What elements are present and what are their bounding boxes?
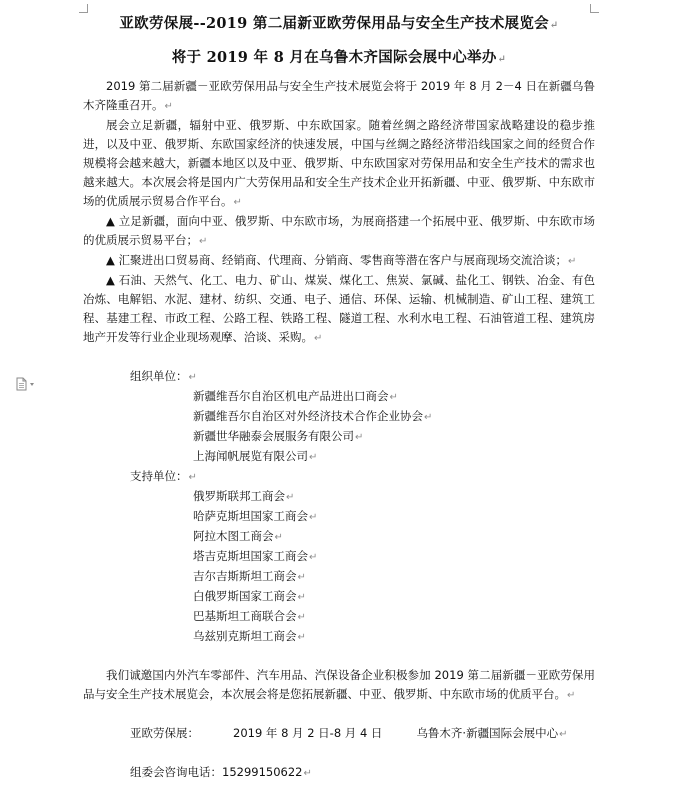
bullet-paragraph: ▲ 石油、天然气、化工、电力、矿山、煤炭、煤化工、焦炭、氯碱、盐化工、钢铁、冶金、有色冶炼、电解铝、水泥、建材、纺织、交通、电子、通信、环保、运输、机械制造、矿山工程、建筑工程、基建工程、市政工程、公路工程、铁路工程、隧道工程、水利水电工程、石油管道工程、建筑房地产开发等行业企业现场观摩、洽谈、采购。↵	[83, 273, 595, 344]
background-paragraph: 展会立足新疆，辐射中亚、俄罗斯、中东欧国家。随着丝绸之路经济带国家战略建设的稳步推进，以及中亚、俄罗斯、东欧国家经济的快速发展，中国与丝绸之路经济带沿线国家之间的经贸合作规模将会越来越大，新疆本地区以及中亚、俄罗斯、中东欧国家对劳保用品和安全生产技术的需求也越来越大。本次展会将是国内广大劳保用品和安全生产技术企业开拓新疆、中亚、俄罗斯、中东欧市场的优质展示贸易合作平台。↵	[83, 118, 595, 208]
supporter-item: 阿拉木图工商会↵	[193, 529, 283, 543]
empty-paragraph	[83, 744, 595, 763]
supporter-item: 吉尔吉斯斯坦工商会↵	[193, 569, 306, 583]
organizer-item: 上海闻帆展览有限公司↵	[193, 449, 318, 463]
invitation-paragraph: 我们诚邀国内外汽车零部件、汽车用品、汽保设备企业积极参加 2019 第二届新疆－亚欧劳保用品与安全生产技术展览会，本次展会将是您拓展新疆、中亚、俄罗斯、中东欧市场的优质平台。↵	[83, 668, 595, 701]
intro-paragraph: 2019 第二届新疆－亚欧劳保用品与安全生产技术展览会将于 2019 年 8 月 2－4 日在新疆乌鲁木齐隆重召开。↵	[83, 79, 595, 112]
supporter-item: 乌兹别克斯坦工商会↵	[193, 629, 306, 643]
empty-paragraph	[83, 647, 595, 666]
supporter-item: 塔吉克斯坦国家工商会↵	[193, 549, 318, 563]
document-title-line2: 将于 2019 年 8 月在乌鲁木齐国际会展中心举办↵	[171, 49, 507, 66]
document-page[interactable]	[83, 8, 595, 783]
document-style-icon[interactable]	[15, 377, 39, 391]
bullet-paragraph: ▲ 立足新疆，面向中亚、俄罗斯、中东欧市场，为展商搭建一个拓展中亚、俄罗斯、中东欧市场的优质展示贸易平台；↵	[83, 214, 595, 247]
organizer-item: 新疆维吾尔自治区对外经济技术合作企业协会↵	[193, 409, 433, 423]
organizers-label: 组织单位：↵	[130, 369, 197, 383]
supporters-label: 支持单位：↵	[130, 469, 197, 483]
bullet-paragraph: ▲ 汇聚进出口贸易商、经销商、代理商、分销商、零售商等潜在客户与展商现场交流洽谈；↵	[106, 253, 577, 267]
supporter-item: 哈萨克斯坦国家工商会↵	[193, 509, 318, 523]
empty-paragraph	[83, 348, 595, 367]
empty-paragraph	[83, 705, 595, 724]
organizer-item: 新疆维吾尔自治区机电产品进出口商会↵	[193, 389, 398, 403]
supporter-item: 白俄罗斯国家工商会↵	[193, 589, 306, 603]
document-title-line1: 亚欧劳保展--2019 第二届新亚欧劳保用品与安全生产技术展览会↵	[119, 15, 559, 32]
exhibition-venue: 乌鲁木齐·新疆国际会展中心	[416, 726, 559, 740]
exhibition-name: 亚欧劳保展：	[130, 726, 199, 740]
exhibition-summary-line: 亚欧劳保展： 2019 年 8 月 2 日-8 月 4 日 乌鲁木齐·新疆国际会展中心↵	[130, 726, 568, 740]
exhibition-date: 2019 年 8 月 2 日-8 月 4 日	[233, 726, 383, 740]
supporter-item: 俄罗斯联邦工商会↵	[193, 489, 295, 503]
organizer-item: 新疆世华融泰会展服务有限公司↵	[193, 429, 364, 443]
contact-line: 组委会咨询电话：15299150622↵	[130, 765, 312, 779]
supporter-item: 巴基斯坦工商联合会↵	[193, 609, 306, 623]
